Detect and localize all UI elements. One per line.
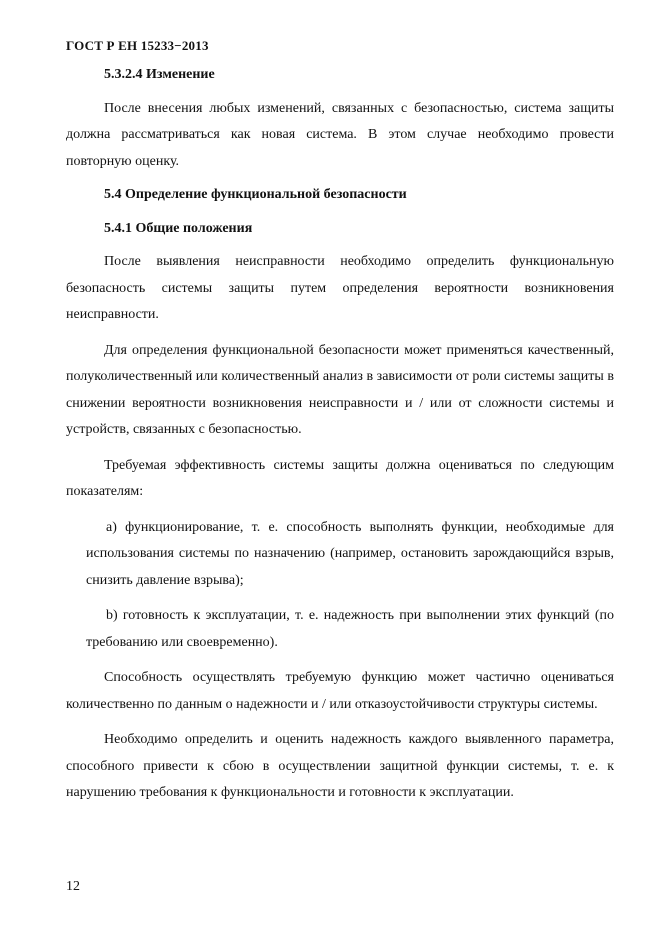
section-5-4-1-paragraph-3: Требуемая эффективность системы защиты должна оцениваться по следующим показателям: [66, 457, 614, 499]
document-body [66, 62, 614, 807]
section-5-3-2-4-paragraph: После внесения любых изменений, связанных с безопасностью, система защиты должна рассматриваться как новая система. В этом случае необходимо провести повторную оценку. [66, 100, 614, 169]
page-number: 12 [66, 879, 80, 894]
section-5-4-1-paragraph-5: Необходимо определить и оценить надежность каждого выявленного параметра, способного привести к сбою в осуществлении защитной функции системы, т. е. к нарушению требования к функциональности и готовности к эксплуатации. [66, 732, 614, 800]
document-header: ГОСТ Р ЕН 15233−2013 [66, 38, 209, 53]
section-5-4-1-paragraph-4: Способность осуществлять требуемую функцию может частично оцениваться количественно по данным о надежности и / или отказоустойчивости структуры системы. [66, 670, 614, 712]
section-5-4-heading: 5.4 Определение функциональной безопасности [104, 187, 407, 202]
section-5-4-1-paragraph-1: После выявления неисправности необходимо определить функциональную безопасность системы защиты путем определения вероятности возникновения неисправности. [66, 254, 614, 322]
list-item-a: а) функционирование, т. е. способность выполнять функции, необходимые для использования системы по назначению (например, остановить зарождающийся взрыв, снизить давление взрыва); [86, 519, 614, 588]
section-5-4-1-heading: 5.4.1 Общие положения [104, 220, 253, 236]
section-5-4-1-paragraph-2: Для определения функциональной безопасности может применяться качественный, полуколичественный или количественный анализ в зависимости от роли системы защиты в снижении вероятности возникновения неисправности и / или от сложности системы и устройств, связанных с безопасностью. [66, 342, 614, 437]
list-item-b: b) готовность к эксплуатации, т. е. надежность при выполнении этих функций (по требованию или своевременно). [86, 608, 614, 650]
section-5-3-2-4-heading: 5.3.2.4 Изменение [104, 67, 215, 82]
